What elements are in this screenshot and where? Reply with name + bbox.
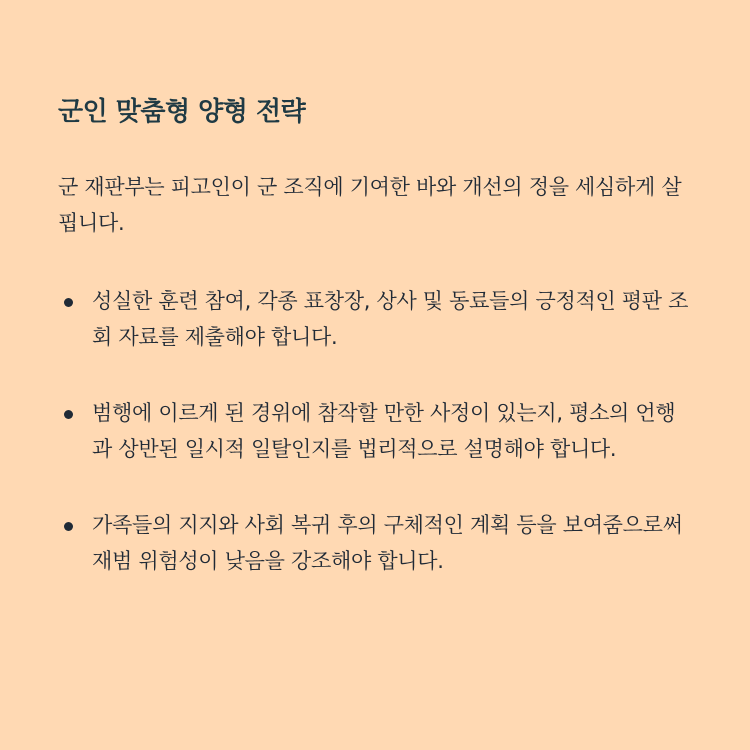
list-item bbox=[58, 395, 694, 467]
bullet-dot-icon bbox=[64, 298, 73, 307]
list-item-text: 성실한 훈련 참여, 각종 표창장, 상사 및 동료들의 긍정적인 평판 조회 자료를 제출해야 합니다. bbox=[92, 289, 689, 349]
list-item-text: 범행에 이르게 된 경위에 참작할 만한 사정이 있는지, 평소의 언행과 상반된 일시적 일탈인지를 법리적으로 설명해야 합니다. bbox=[92, 401, 676, 461]
bullet-dot-icon bbox=[64, 410, 73, 419]
intro-paragraph: 군 재판부는 피고인이 군 조직에 기여한 바와 개선의 정을 세심하게 살핍니다. bbox=[58, 175, 682, 235]
list-item bbox=[58, 283, 694, 355]
bullet-list bbox=[58, 283, 694, 579]
page-title: 군인 맞춤형 양형 전략 bbox=[58, 97, 306, 127]
bullet-dot-icon bbox=[64, 522, 73, 531]
list-item bbox=[58, 507, 694, 579]
list-item-text: 가족들의 지지와 사회 복귀 후의 구체적인 계획 등을 보여줌으로써 재범 위험성이 낮음을 강조해야 합니다. bbox=[92, 513, 683, 573]
